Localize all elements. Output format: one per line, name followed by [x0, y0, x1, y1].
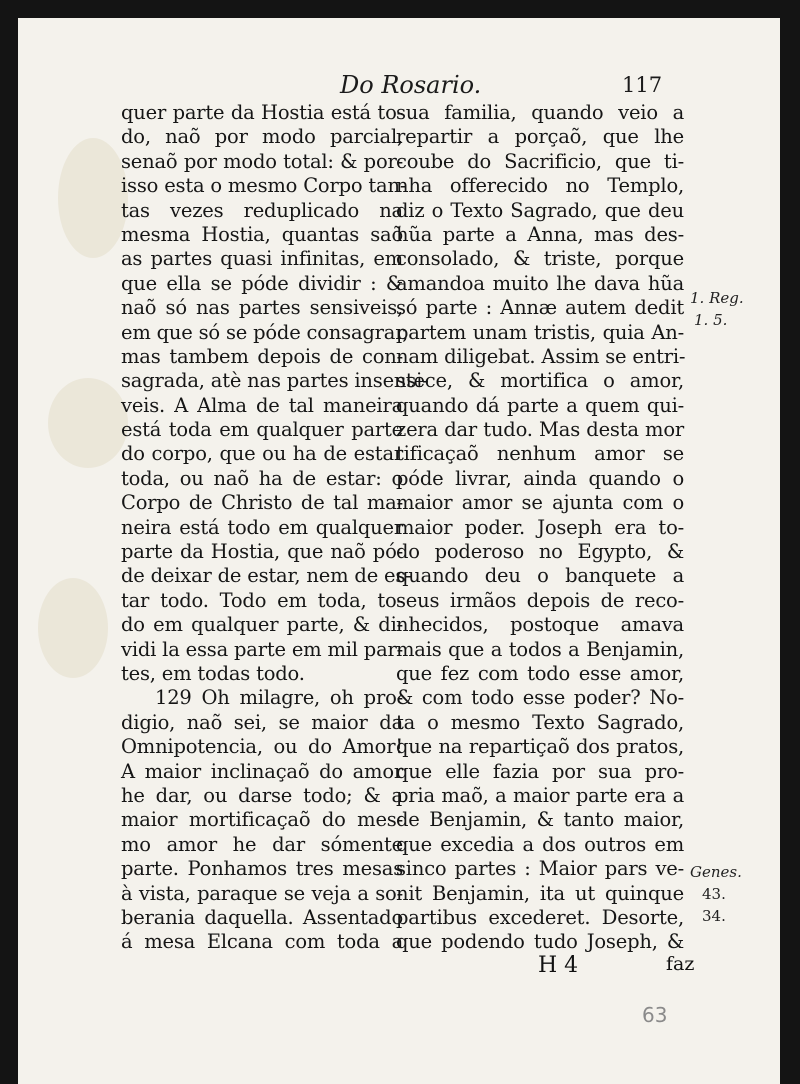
text-line: he dar, ou darse todo; & a — [121, 783, 403, 807]
text-line: póde livrar, ainda quando o — [396, 466, 684, 490]
marginal-note-genes-number: 43. — [702, 885, 726, 903]
text-line: á mesa Elcana com toda a — [121, 930, 403, 954]
text-line: maior amor se ajunta com o — [396, 491, 684, 515]
text-line: mas tambem depois de con- — [121, 344, 403, 368]
text-line: sagrada, atè nas partes insensi- — [121, 369, 429, 393]
text-line: partem unam tristis, quia An- — [396, 320, 684, 344]
left-text-column — [121, 101, 429, 955]
text-line: partibus excederet. Desorte, — [396, 905, 684, 929]
text-line: nhecidos, postoque amava — [396, 613, 684, 637]
text-line: repartir a porçaõ, que lhe — [396, 125, 684, 149]
text-line: amandoa muito lhe dava hũa — [396, 271, 684, 295]
text-line: sua familia, quando veio a — [396, 101, 684, 124]
text-line: as partes quasi infinitas, em — [121, 247, 403, 271]
text-line: está toda em qualquer parte — [121, 418, 403, 442]
text-line: em que só se póde consagrar, — [121, 320, 409, 344]
signature-mark: H 4 — [538, 953, 579, 978]
text-line: Corpo de Christo de tal ma- — [121, 491, 403, 515]
text-line: quando dá parte a quem qui- — [396, 393, 684, 417]
text-line: do, naõ por modo parcial, — [121, 125, 403, 149]
marginal-note-genes: Genes. — [690, 863, 742, 881]
text-line: mo amor he dar sómente — [121, 832, 403, 856]
text-line: do poderoso no Egypto, & — [396, 540, 684, 564]
text-line: hũa parte a Anna, mas des- — [396, 222, 684, 246]
text-line: stece, & mortifica o amor, — [396, 369, 684, 393]
marginal-note-reg: 1. Reg. — [690, 289, 744, 307]
text-line: coube do Sacrificio, que ti- — [396, 149, 684, 173]
text-line: neira está todo em qualquer — [121, 515, 403, 539]
text-line: que podendo tudo Joseph, & — [396, 930, 684, 954]
text-line: Omnipotencia, ou do Amor! — [121, 735, 403, 759]
text-line: só parte : Annæ autem dedit — [396, 296, 684, 320]
running-head-title: Do Rosario. — [340, 71, 482, 99]
text-line: digio, naõ sei, se maior da — [121, 710, 403, 734]
text-line: tificaçaõ nenhum amor se — [396, 442, 684, 466]
text-line: do em qualquer parte, & di- — [121, 613, 403, 637]
text-line: pria maõ, a maior parte era a — [396, 783, 684, 807]
text-line: que ella se póde dividir : & — [121, 271, 403, 295]
text-line: sinco partes : Maior pars ve- — [396, 857, 684, 881]
right-text-column — [396, 101, 684, 955]
text-line: maior mortificaçaõ do mes- — [121, 808, 403, 832]
text-line: A maior inclinaçaõ do amor — [121, 759, 403, 783]
text-line: mais que a todos a Benjamin, — [396, 637, 684, 661]
text-line: & com todo esse poder? No- — [396, 686, 684, 710]
text-line: naõ só nas partes sensiveis, — [121, 296, 403, 320]
text-line: seus irmãos depois de reco- — [396, 588, 684, 612]
text-line: diz o Texto Sagrado, que deu — [396, 198, 684, 222]
text-line: berania daquella. Assentado — [121, 905, 403, 929]
text-line: ta o mesmo Texto Sagrado, — [396, 710, 684, 734]
text-line: do corpo, que ou ha de estar — [121, 442, 403, 466]
text-line: consolado, & triste, porque — [396, 247, 684, 271]
text-line: zera dar tudo. Mas desta mor — [396, 418, 684, 442]
text-line: isso esta o mesmo Corpo tan- — [121, 174, 407, 198]
paper-stain — [58, 138, 128, 258]
text-line: tar todo. Todo em toda, to- — [121, 588, 403, 612]
pencil-folio-number: 63 — [642, 1003, 668, 1027]
text-line: parte da Hostia, que naõ pó- — [121, 540, 403, 564]
text-line: tas vezes reduplicado na — [121, 198, 403, 222]
text-line: que fez com todo esse amor, — [396, 661, 684, 685]
text-line: vidi la essa parte em mil par- — [121, 637, 404, 661]
page-number: 117 — [622, 73, 663, 97]
catchword: faz — [666, 953, 695, 975]
marginal-note-reg-number: 1. 5. — [694, 311, 728, 329]
text-line: quando deu o banquete a — [396, 564, 684, 588]
text-line: maior poder. Joseph era to- — [396, 515, 684, 539]
text-line: nha offerecido no Templo, — [396, 174, 684, 198]
book-page — [18, 18, 780, 1084]
text-line: quer parte da Hostia está to- — [121, 101, 403, 124]
text-line: senaõ por modo total: & por- — [121, 149, 403, 173]
text-line: tes, em todas todo. — [121, 661, 305, 685]
text-line: parte. Ponhamos tres mesas — [121, 857, 403, 881]
text-line: de deixar de estar, nem de es- — [121, 564, 412, 588]
text-line: nam diligebat. Assim se entri- — [396, 344, 686, 368]
paper-stain — [48, 378, 128, 468]
marginal-note-genes-number: 34. — [702, 907, 726, 925]
text-line: nit Benjamin, ita ut quinque — [396, 881, 684, 905]
text-line: que excedia a dos outros em — [396, 832, 684, 856]
text-line: mesma Hostia, quantas saõ — [121, 222, 403, 246]
text-line: que elle fazia por sua pro- — [396, 759, 684, 783]
paper-stain — [38, 578, 108, 678]
text-line: de Benjamin, & tanto maior, — [396, 808, 684, 832]
text-line: toda, ou naõ ha de estar: o — [121, 466, 403, 490]
text-line: que na repartiçaõ dos pratos, — [396, 735, 684, 759]
text-line: 129 Oh milagre, oh pro- — [155, 686, 403, 710]
text-line: veis. A Alma de tal maneira — [121, 393, 403, 417]
text-line: à vista, paraque se veja a so- — [121, 881, 403, 905]
